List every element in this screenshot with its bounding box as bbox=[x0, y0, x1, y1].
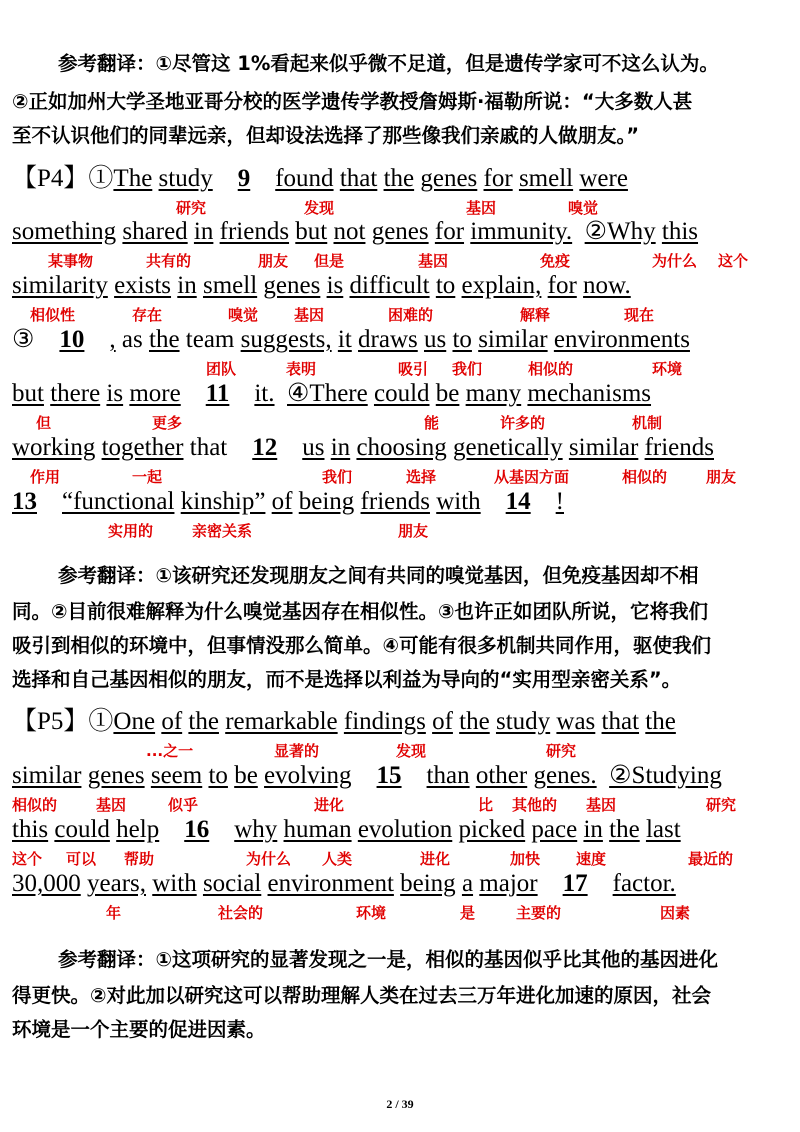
page-number: 2 / 39 bbox=[386, 1097, 414, 1111]
p4-line-7: 13 “functional kinship” of being friends with 14 ! bbox=[12, 488, 564, 515]
p5-line-4: 30,000 years, with social environment being a major 17 factor. bbox=[12, 870, 676, 897]
blank-16: 16 bbox=[184, 816, 210, 843]
blank-10: 10 bbox=[59, 326, 85, 353]
blank-15: 15 bbox=[376, 762, 402, 789]
blank-11: 11 bbox=[205, 380, 230, 407]
translation-p3-line-2: ②正如加州大学圣地亚哥分校的医学遗传学教授詹姆斯·福勒所说：“大多数人甚 bbox=[12, 90, 693, 113]
p4-line-2: something shared in friends but not genes for immunity. ②Why this bbox=[12, 218, 699, 245]
blank-9: 9 bbox=[237, 165, 251, 192]
translation-p5-line-1: 参考翻译：①这项研究的显著发现之一是，相似的基因似乎比其他的基因进化 bbox=[58, 948, 719, 971]
translation-p3-line-1: 参考翻译：①尽管这 1%看起来似乎微不足道，但是遗传学家可不这么认为。 bbox=[58, 52, 719, 75]
p4-line-5: but there is more 11 it. ④There could be many mechanisms bbox=[12, 380, 652, 407]
blank-12: 12 bbox=[252, 434, 278, 461]
p4-line-6: working together that 12 us in choosing genetically similar friends bbox=[12, 434, 714, 461]
blank-17: 17 bbox=[562, 870, 588, 897]
p4-line-3: similarity exists in smell genes is difficult to explain, for now. bbox=[12, 272, 631, 299]
blank-14: 14 bbox=[505, 488, 531, 515]
translation-p3-line-3: 至不认识他们的同辈远亲，但却设法选择了那些像我们亲戚的人做朋友。” bbox=[12, 124, 640, 147]
paragraph-label: 【P5】 bbox=[12, 708, 89, 735]
p4-line-1: 【P4】①The study 9 found that the genes for smell were bbox=[12, 165, 628, 192]
p5-line-2: similar genes seem to be evolving 15 than other genes. ②Studying bbox=[12, 762, 722, 789]
translation-p5-line-3: 环境是一个主要的促进因素。 bbox=[12, 1018, 266, 1041]
translation-p5-line-2: 得更快。②对此加以研究这可以帮助理解人类在过去三万年进化加速的原因，社会 bbox=[12, 984, 712, 1007]
translation-p4-line-2: 同。②目前很难解释为什么嗅觉基因存在相似性。③也许正如团队所说，它将我们 bbox=[12, 600, 709, 623]
p4-line-4: ③ 10 , as the team suggests, it draws us to similar environments bbox=[12, 326, 690, 353]
translation-p4-line-3: 吸引到相似的环境中，但事情没那么简单。④可能有很多机制共同作用，驱使我们 bbox=[12, 634, 712, 657]
blank-13: 13 bbox=[12, 488, 37, 515]
p5-line-1: 【P5】①One of the remarkable findings of the study was that the bbox=[12, 708, 676, 735]
translation-p4-line-4: 选择和自己基因相似的朋友，而不是选择以利益为导向的“实用型亲密关系”。 bbox=[12, 668, 682, 691]
p5-line-3: this could help 16 why human evolution picked pace in the last bbox=[12, 816, 681, 843]
paragraph-label: 【P4】 bbox=[12, 165, 89, 192]
translation-p4-line-1: 参考翻译：①该研究还发现朋友之间有共同的嗅觉基因，但免疫基因却不相 bbox=[58, 564, 699, 587]
